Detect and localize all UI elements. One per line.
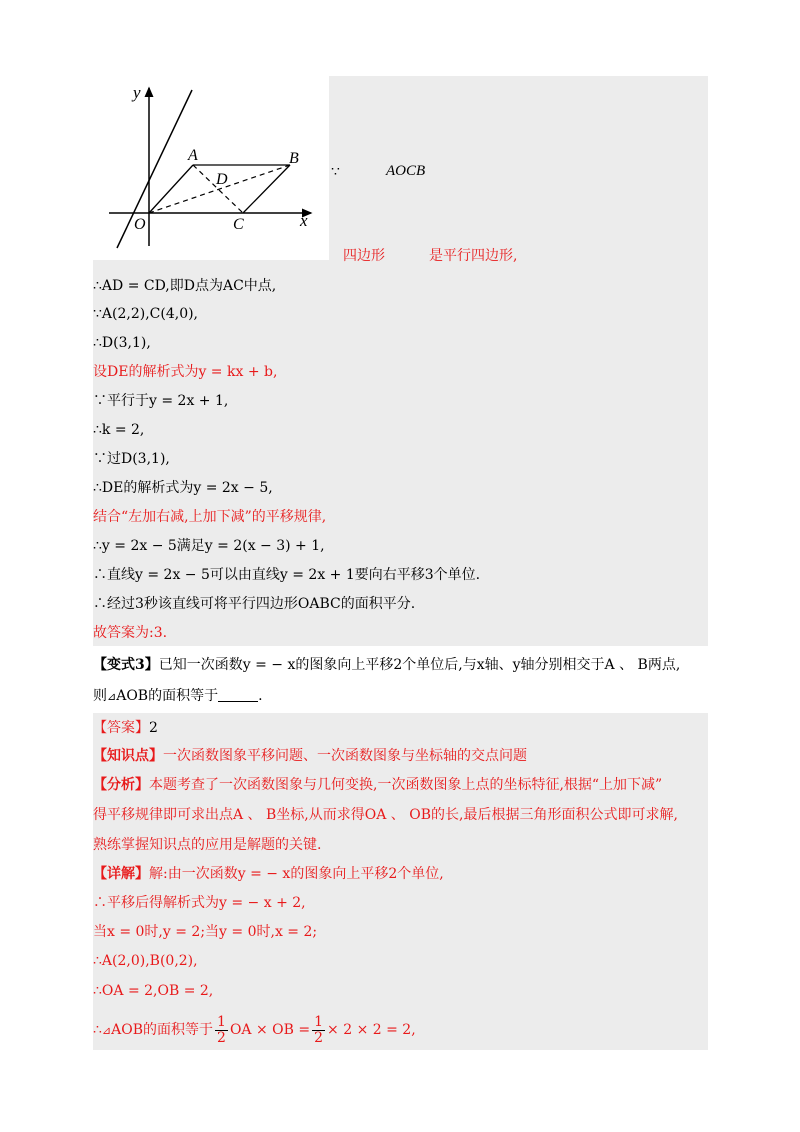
solution-line-8: ∴DE的解析式为y = 2x − 5, [93,480,273,496]
triangle-symbol-2: ⊿ [101,1024,112,1037]
answer-value: 2 [149,720,158,736]
question-3-tag: 【变式3】 [93,657,159,673]
label-A: A [188,147,198,164]
solution-line-10: ∴y = 2x − 5满足y = 2(x − 3) + 1, [93,538,325,554]
detail-result: × 2 × 2 = 2, [327,1022,416,1038]
analysis-line-1 [93,775,662,795]
answer-tag: 【答案】 [93,720,149,736]
solution-line-13: 故答案为:3. [93,625,168,641]
solution-line-6: ∴k = 2, [93,422,145,438]
analysis-line-2: 得平移规律即可求出点A 、 B坐标,从而求得OA 、 OB的长,最后根据三角形面积公式即可求解, [93,807,678,823]
solution-line-12: ∴经过3秒该直线可将平行四边形OABC的面积平分. [93,596,416,612]
detail-line-2: ∴平移后得解析式为y = − x + 2, [93,895,306,911]
line-y-2x-1 [117,90,192,248]
side-BC [243,165,290,213]
solution-line-1: ∴AD = CD,即D点为AC中点, [93,278,277,294]
triangle-symbol: ⊿ [107,690,117,703]
solution-line-4: 设DE的解析式为y = kx + b, [93,364,278,380]
detail-oa-ob: OA × OB = [229,1022,311,1038]
fraction-half-1 [215,1015,228,1046]
label-x: x [300,211,308,230]
solution-line-11: ∴直线y = 2x − 5可以由直线y = 2x + 1要向右平移3个单位. [93,567,481,583]
fraction-half-2 [312,1015,325,1046]
solution-line-7: ∵过D(3,1), [93,451,170,467]
aocb-label: AOCB [386,163,426,179]
label-C: C [233,216,244,233]
detail-line-5: ∴OA = 2,OB = 2, [93,983,214,999]
answer-blank [218,687,258,702]
detail-aob-area: AOB的面积等于 [111,1022,214,1038]
question-3-prefix: 则 [93,688,107,704]
solution-line-5: ∵平行于y = 2x + 1, [93,393,229,409]
detail-line-6 [93,1014,416,1047]
is-parallelogram-text: 是平行四边形, [429,248,518,264]
fraction-denominator-2: 2 [314,1029,324,1046]
question-3-aob: AOB的面积等于 [116,688,219,704]
fraction-numerator: 1 [217,1013,226,1030]
side-OA [149,165,193,213]
solution-line-9: 结合“左加右减,上加下减”的平移规律, [93,509,327,525]
label-B: B [289,150,299,167]
answer-line [93,718,158,738]
detail-tag: 【详解】 [93,866,149,882]
label-O: O [134,216,146,233]
analysis-text-1: 本题考查了一次函数图象与几何变换,一次函数图象上点的坐标特征,根据“上加下减” [149,777,663,793]
analysis-tag: 【分析】 [93,777,149,793]
knowledge-point-tag: 【知识点】 [93,748,163,764]
solution-line-2: ∵A(2,2),C(4,0), [93,306,199,322]
label-y: y [133,83,141,102]
analysis-line-3: 熟练掌握知识点的应用是解题的关键. [93,837,322,853]
fraction-numerator-2: 1 [314,1013,324,1030]
label-D: D [216,171,228,188]
question-3-line-1 [93,655,680,675]
question-3-line-2 [93,686,263,707]
question-3-period: . [258,688,263,704]
knowledge-point-text: 一次函数图象平移问题、一次函数图象与坐标轴的交点问题 [163,748,527,764]
because-symbol: ∵ [331,164,340,180]
detail-text-1: 解:由一次函数y = − x的图象向上平移2个单位, [149,866,444,882]
knowledge-point-line [93,746,527,766]
detail-line-4: ∴A(2,0),B(0,2), [93,953,198,969]
parallelogram-diagram [93,76,329,260]
question-3-text: 已知一次函数y = − x的图象向上平移2个单位后,与x轴、y轴分别相交于A 、 B两点, [158,657,681,673]
therefore-symbol: ∴ [93,1022,102,1038]
solution-line-3: ∴D(3,1), [93,335,151,351]
detail-line-1 [93,864,444,884]
coordinate-figure [93,76,329,260]
quadrilateral-label: 四边形 [343,248,385,264]
fraction-denominator: 2 [217,1029,226,1046]
detail-line-3: 当x = 0时,y = 2;当y = 0时,x = 2; [93,924,318,940]
